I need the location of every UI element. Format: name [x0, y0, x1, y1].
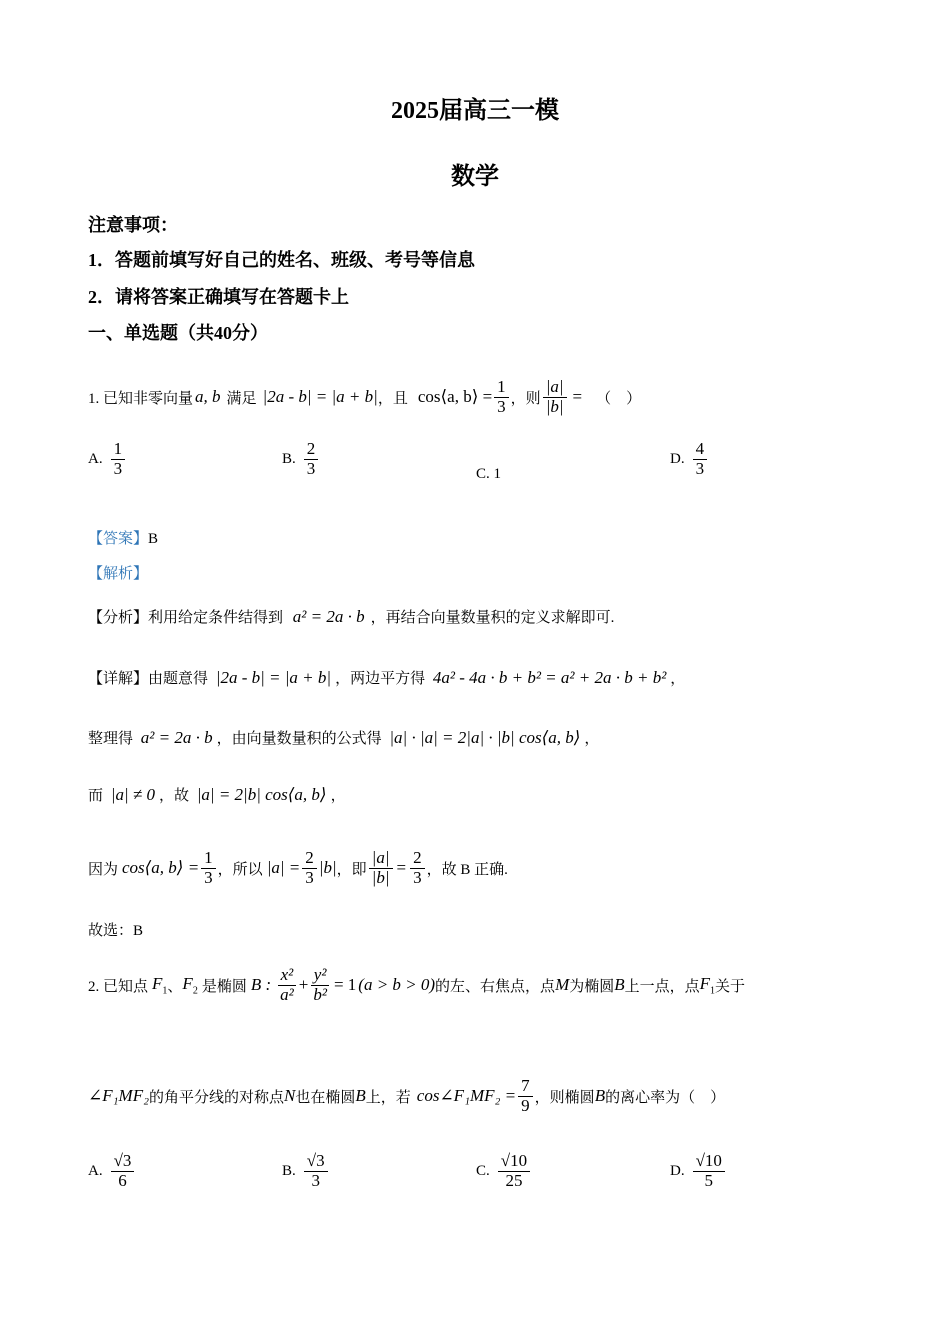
- q1-answer: 【答案】B: [88, 531, 159, 547]
- q1-cond1: |2a - b| = |a + b|: [262, 387, 378, 406]
- question-2-line-2: ∠F₁MF₂ 的角平分线的对称点 N 也在椭圆 B 上，若 cos∠F₁MF₂ = $\frac{7}{9}$ ，则椭圆 B 的离心率为（ ）: [88, 1075, 726, 1115]
- q1-option-a: A. $\frac{1}{3}$: [88, 440, 127, 478]
- q2-option-d: D. $\frac{√10}{5}$: [670, 1152, 727, 1190]
- q1-cos-frac: $\frac{1}{3}$: [494, 378, 509, 416]
- q1-cos: cos⟨a, b⟩ =: [417, 387, 493, 406]
- q1-ratio: $\frac{|a|}{|b|}$: [543, 378, 567, 416]
- q1-option-b: B. $\frac{2}{3}$: [282, 440, 320, 478]
- section-heading: 一、单选题（共40分）: [88, 323, 268, 343]
- exam-title: 2025届高三一模: [391, 98, 559, 124]
- q1-and: ，且: [377, 390, 408, 407]
- q1-satisfy: 满足: [226, 390, 257, 407]
- q1-line-4: 因为 cos⟨a, b⟩ = $\frac{1}{3}$ ，所以 |a| = $\frac{2}{3}$ |b| ，即 $\frac{|a|}{|b|}$ = $\frac{2}{3}$ ，故 B 正确.: [88, 847, 508, 887]
- subject-title: 数学: [451, 164, 499, 190]
- q1-line-3: 而 |a| ≠ 0 ，故 |a| = 2|b| cos⟨a, b⟩ ，: [88, 785, 346, 804]
- q2-option-b: B. $\frac{√3}{3}$: [282, 1152, 330, 1190]
- q1-then: ，则: [510, 390, 541, 407]
- q1-line-2: 整理得 a² = 2a · b ，由向量数量积的公式得 |a| · |a| = 2|a| · |b| cos⟨a, b⟩ ，: [88, 728, 600, 747]
- question-1: [88, 372, 641, 422]
- q2-option-c: C. $\frac{√10}{25}$: [476, 1152, 532, 1190]
- q1-xiangjie: 【详解】由题意得 |2a - b| = |a + b| ，两边平方得 4a² - 4a · b + b² = a² + 2a · b + b² ，: [88, 668, 686, 687]
- notice-item-1: 1．答题前填写好自己的姓名、班级、考号等信息: [88, 250, 475, 270]
- question-2-line-1: 2. 已知点 $F_1$ 、 $F_2$ 是椭圆 B : $\frac{\text{x²}}{\text{a²}}$ + $\frac{\text{y²}}{\text{b²}}$ = 1 (a > b > 0) 的左、右焦点，点 M 为椭圆 B 上一点，点 $F_1$ 关于: [88, 964, 746, 1004]
- q2-option-a: A. $\frac{√3}{6}$: [88, 1152, 136, 1190]
- q1-vars: a, b: [195, 387, 221, 406]
- q1-paren: （ ）: [596, 390, 642, 407]
- q1-eq: =: [572, 387, 583, 406]
- notice-item-2: 2．请将答案正确填写在答题卡上: [88, 287, 349, 307]
- q1-prefix: 1. 已知非零向量: [88, 390, 194, 407]
- q1-final: 故选：B: [88, 923, 144, 939]
- q1-option-c: C. 1: [476, 466, 502, 482]
- notice-heading: 注意事项：: [88, 215, 178, 235]
- q1-analysis-tag: 【解析】: [88, 566, 149, 582]
- q1-option-d: D. $\frac{4}{3}$: [670, 440, 709, 478]
- q1-fenxi: 【分析】利用给定条件结得到 a² = 2a · b ，再结合向量数量积的定义求解即可.: [88, 607, 615, 626]
